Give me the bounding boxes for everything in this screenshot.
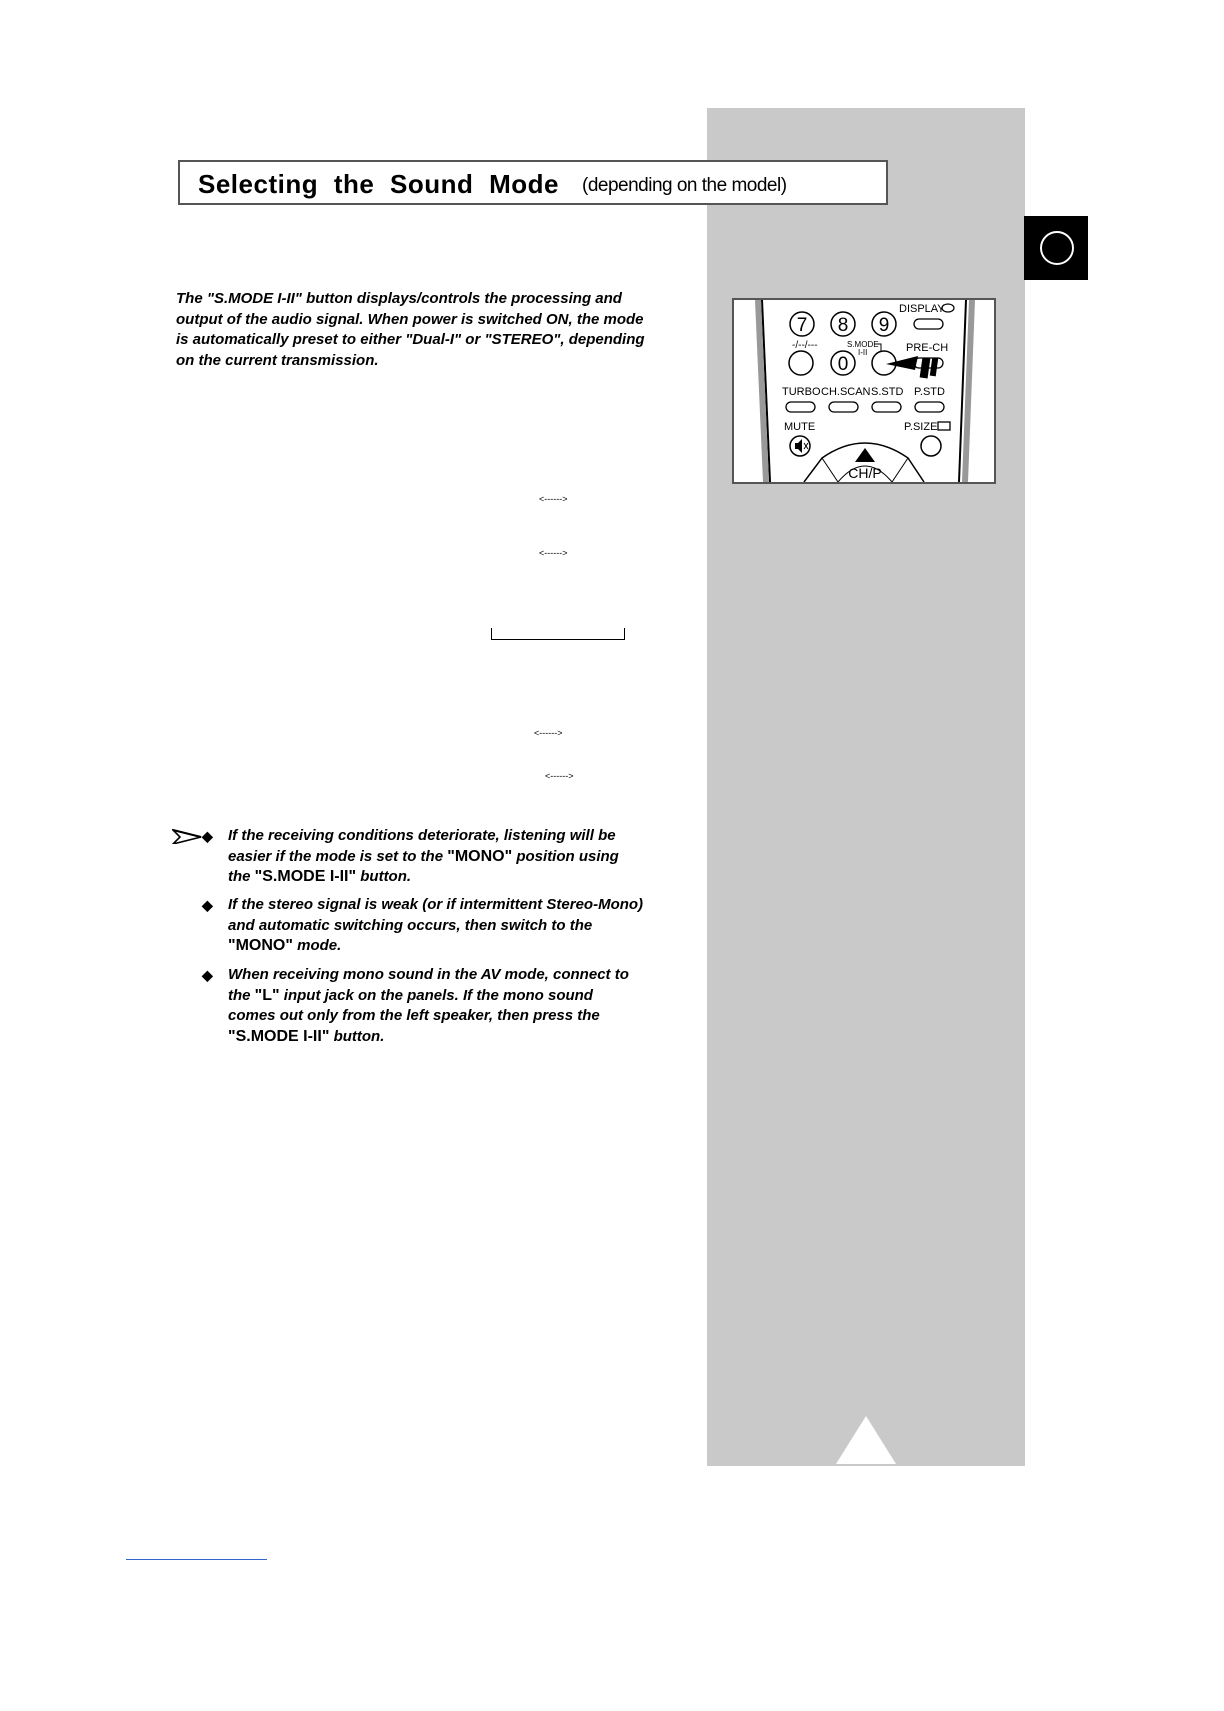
page-title: Selecting the Sound Mode (198, 169, 560, 199)
tab-circle-icon (1040, 231, 1074, 265)
note-item (202, 895, 644, 957)
mode-arrow: <------> (539, 494, 568, 504)
mode-arrow: <------> (545, 771, 574, 781)
intro-paragraph (176, 289, 676, 371)
note-line: easier if the mode is set to the "MONO" position using (228, 847, 619, 865)
remote-control-illustration (732, 298, 996, 484)
display-label: DISPLAY (899, 303, 945, 315)
prech-label: PRE-CH (906, 342, 949, 354)
key-8-label: 8 (837, 315, 849, 336)
bullet-diamond-icon: ◆ (202, 828, 213, 844)
mode-arrow: <------> (534, 728, 563, 738)
intro-line: on the current transmission. (176, 351, 379, 369)
note-line: "S.MODE I-II" button. (228, 1027, 385, 1045)
smode-sub-label: I-II (858, 348, 868, 357)
intro-line: The "S.MODE I-II" button displays/controls the processing and (176, 290, 622, 307)
footer-link-underline (126, 1559, 267, 1560)
note-line: comes out only from the left speaker, then press the (228, 1007, 600, 1024)
mute-label: MUTE (784, 421, 816, 433)
intro-line: output of the audio signal. When power is switched ON, the mode (176, 310, 644, 328)
note-line: If the receiving conditions deteriorate, listening will be (228, 827, 616, 844)
language-tab (1024, 216, 1088, 280)
key-7-label: 7 (796, 315, 808, 336)
sstd-label: S.STD (871, 386, 904, 398)
pstd-label: P.STD (914, 386, 945, 398)
note-line: When receiving mono sound in the AV mode, connect to (228, 966, 629, 983)
intro-line: is automatically preset to either "Dual-I" or "STEREO", depending (176, 331, 645, 348)
smode-label: S.MODE (847, 340, 879, 349)
note-pointer-icon (172, 828, 202, 844)
note-line: "MONO" mode. (228, 937, 342, 954)
page-title-box (178, 160, 888, 205)
note-line: the "S.MODE I-II" button. (228, 868, 412, 885)
dash-label: -/--/--- (792, 340, 818, 351)
bullet-diamond-icon: ◆ (202, 897, 213, 913)
note-line: and automatic switching occurs, then switch to the (228, 916, 593, 934)
key-0-label: 0 (837, 354, 849, 375)
key-9-label: 9 (878, 315, 890, 336)
bullet-diamond-icon: ◆ (202, 967, 213, 983)
chscan-label: CH.SCAN (821, 386, 871, 398)
note-item (202, 965, 629, 1047)
note-item (202, 826, 619, 888)
psize-label: P.SIZE (904, 421, 938, 433)
chp-label: CH/P (848, 465, 882, 481)
note-line: the "L" input jack on the panels. If the mono sound (228, 986, 593, 1004)
page-subtitle: (depending on the model) (582, 175, 787, 196)
turbo-label: TURBO (782, 386, 821, 398)
note-line: If the stereo signal is weak (or if intermittent Stereo-Mono) (228, 896, 644, 913)
mode-arrow: <------> (539, 548, 568, 558)
triangle-up-icon (836, 1416, 896, 1464)
mode-bracket (491, 628, 625, 640)
remote-control-drawing (734, 300, 994, 482)
